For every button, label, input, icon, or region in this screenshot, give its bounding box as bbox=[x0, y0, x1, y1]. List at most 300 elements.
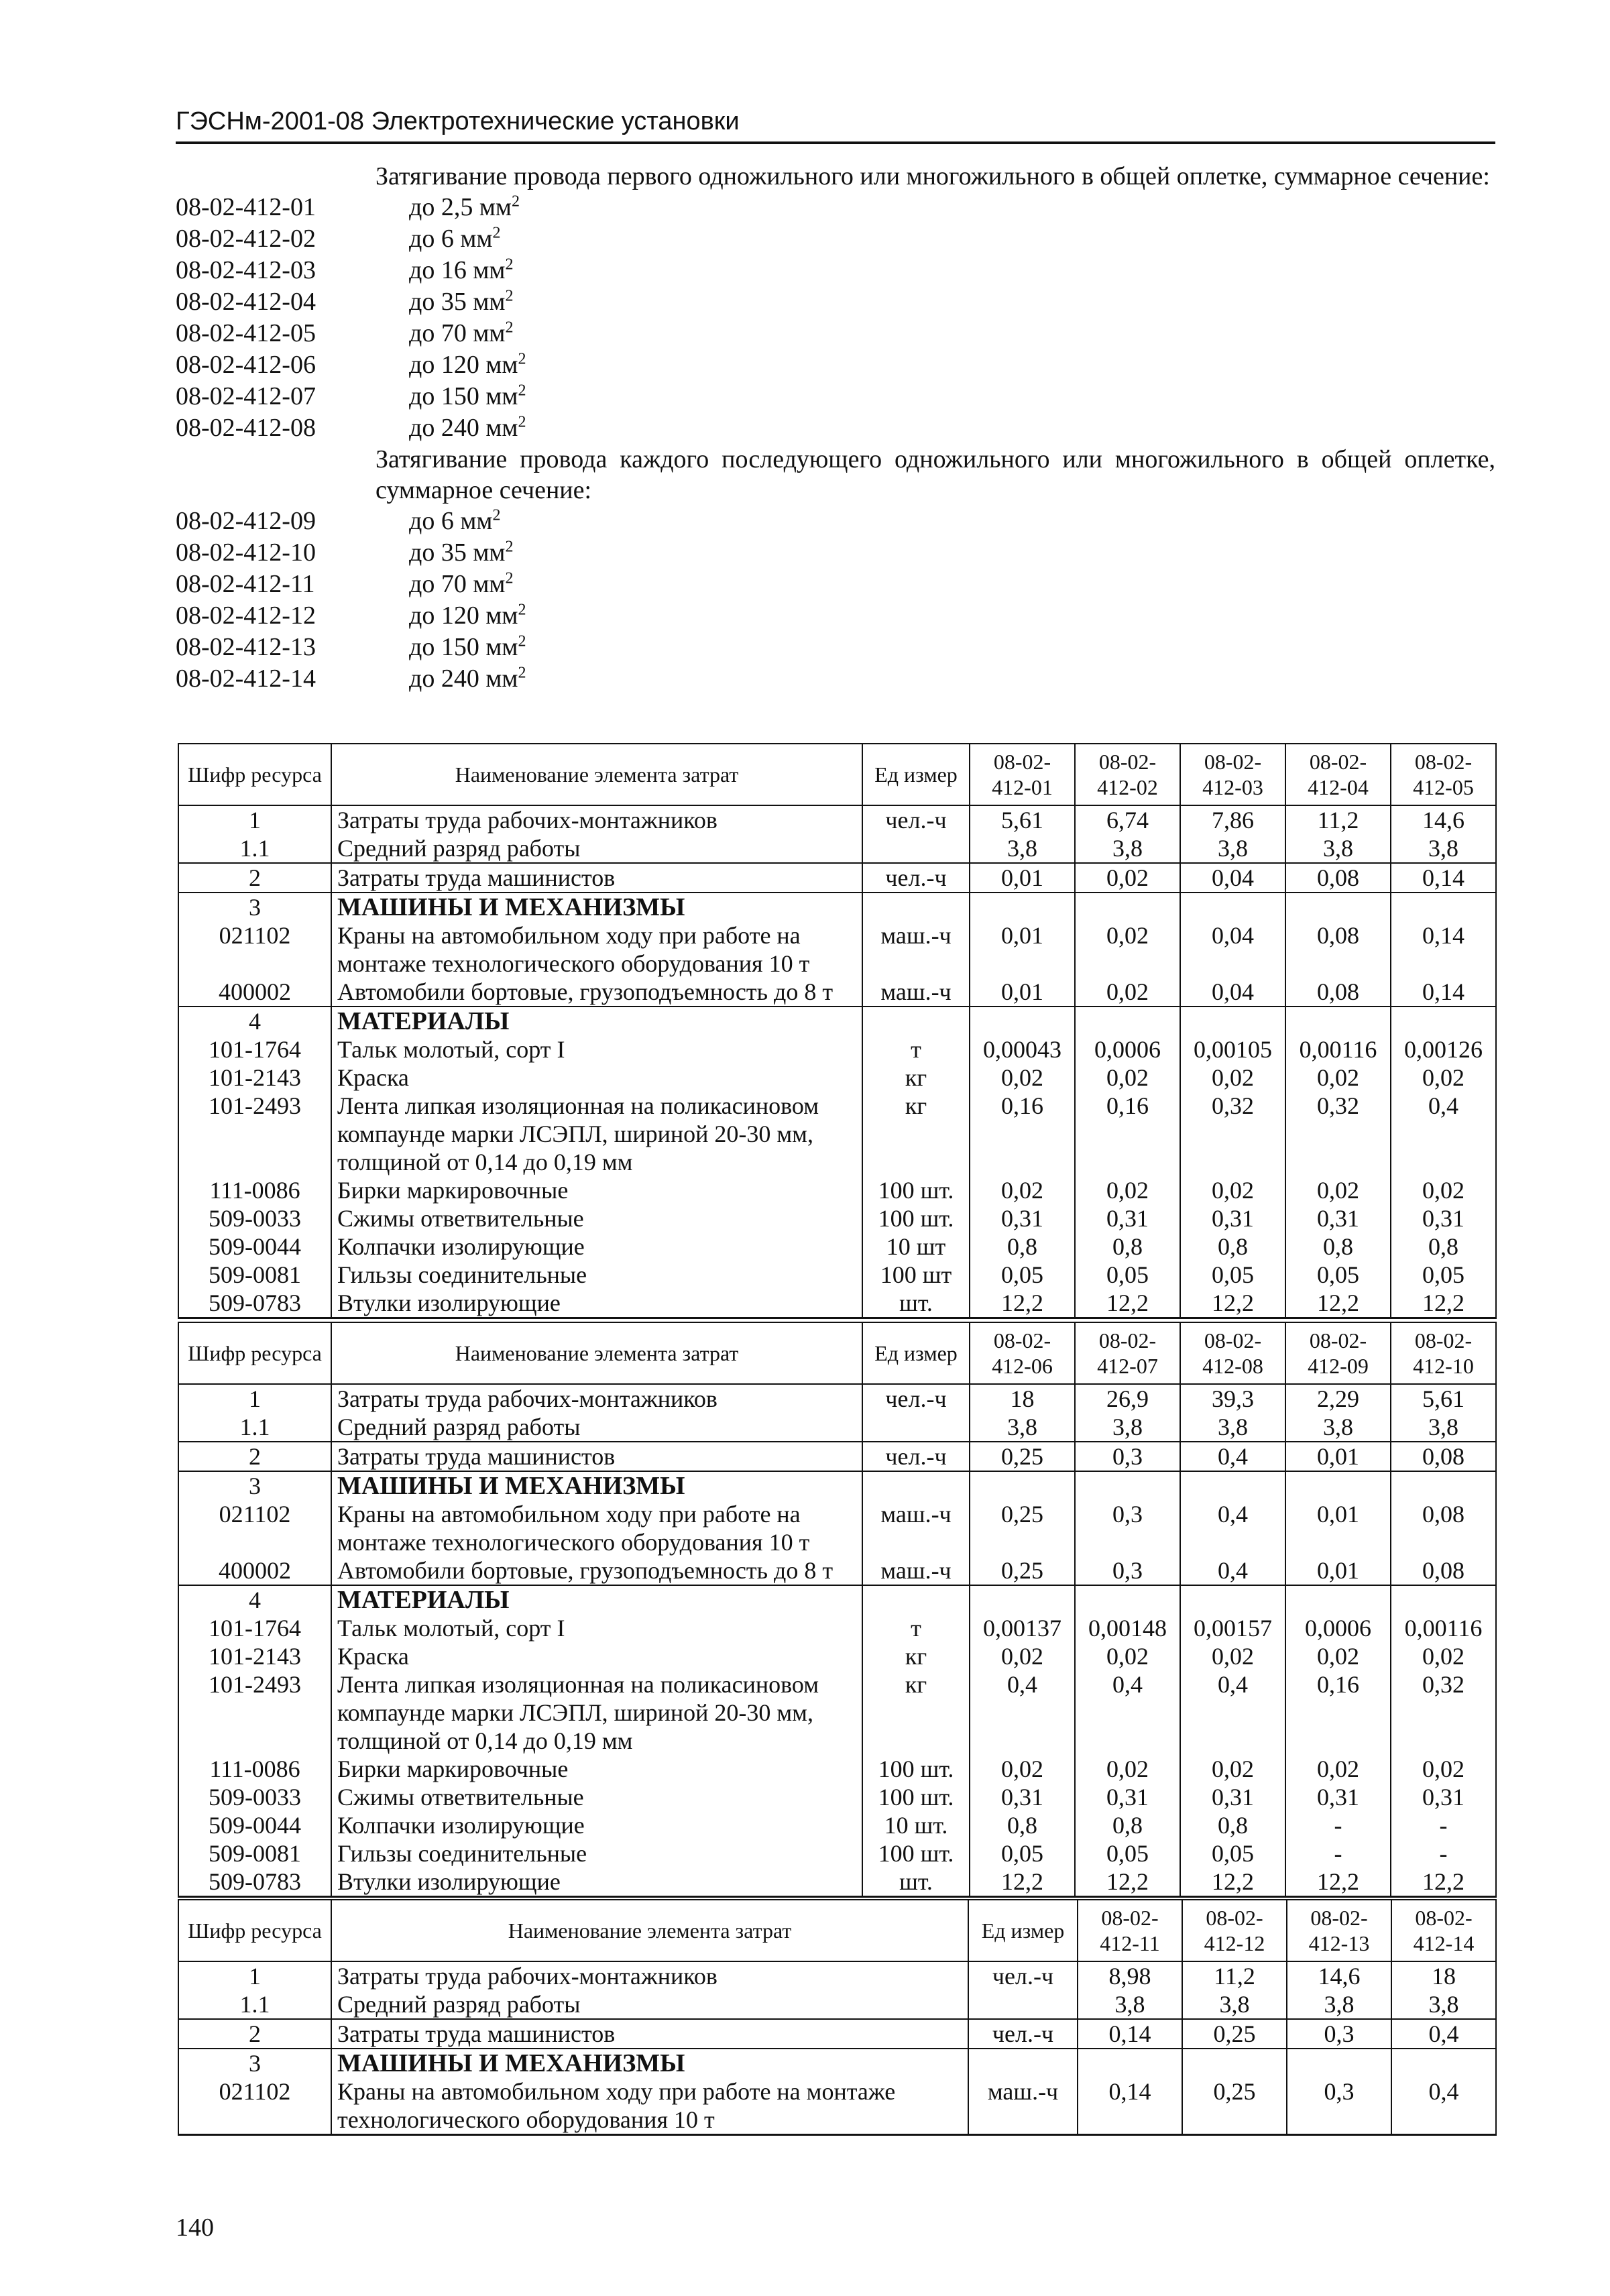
resource-unit: чел.-ч bbox=[968, 2019, 1078, 2049]
table-row bbox=[178, 863, 1496, 893]
resource-code: 101-2143 bbox=[178, 1064, 331, 1092]
resource-value: 0,0006 bbox=[1285, 1614, 1391, 1642]
resource-unit: 10 шт. bbox=[862, 1811, 970, 1839]
resource-name: Гильзы соединительные bbox=[331, 1839, 862, 1868]
resource-value: 0,31 bbox=[1075, 1783, 1180, 1811]
resource-code: 1 bbox=[178, 1384, 331, 1413]
superscript: 2 bbox=[518, 413, 526, 431]
superscript: 2 bbox=[492, 506, 501, 524]
superscript: 2 bbox=[518, 601, 526, 619]
code-row bbox=[176, 381, 1495, 412]
header-unit: Ед измер bbox=[862, 1322, 970, 1384]
resource-value: 0,04 bbox=[1180, 978, 1285, 1007]
resource-value: 6,74 bbox=[1075, 805, 1180, 834]
resource-code: 1.1 bbox=[178, 1990, 331, 2019]
resource-value bbox=[1075, 1471, 1180, 1500]
resource-code: 509-0033 bbox=[178, 1204, 331, 1232]
resource-unit bbox=[862, 893, 970, 921]
resource-value: 0,08 bbox=[1391, 1442, 1496, 1471]
resource-value bbox=[970, 1585, 1075, 1614]
resource-unit: 10 шт bbox=[862, 1232, 970, 1261]
resource-name: МАШИНЫ И МЕХАНИЗМЫ bbox=[331, 2049, 968, 2077]
resource-name: Затраты труда машинистов bbox=[331, 1442, 862, 1471]
resource-unit bbox=[968, 2049, 1078, 2077]
resource-value: 0,4 bbox=[1075, 1670, 1180, 1755]
table-row bbox=[178, 1384, 1496, 1413]
resource-unit: т bbox=[862, 1035, 970, 1064]
resource-value: 18 bbox=[1391, 1961, 1496, 1990]
resource-value: 0,02 bbox=[1075, 863, 1180, 893]
resource-table-1 bbox=[178, 743, 1497, 1319]
cross-section bbox=[376, 192, 520, 223]
resource-value: 7,86 bbox=[1180, 805, 1285, 834]
resource-value: 3,8 bbox=[1075, 1413, 1180, 1442]
header-norm-code: 08-02-412-08 bbox=[1180, 1322, 1285, 1384]
resource-value: 0,00105 bbox=[1180, 1035, 1285, 1064]
resource-value: 0,01 bbox=[970, 978, 1075, 1007]
resource-value: 0,16 bbox=[1285, 1670, 1391, 1755]
resource-code: 400002 bbox=[178, 978, 331, 1007]
table-row bbox=[178, 1232, 1496, 1261]
resource-value: 0,31 bbox=[1285, 1204, 1391, 1232]
resource-code: 101-1764 bbox=[178, 1035, 331, 1064]
resource-value: 0,3 bbox=[1287, 2077, 1391, 2135]
table-row bbox=[178, 1176, 1496, 1204]
cross-section-text: до 150 мм bbox=[409, 633, 518, 661]
resource-name: Автомобили бортовые, грузоподъемность до 8 т bbox=[331, 1556, 862, 1585]
table-row bbox=[178, 1092, 1496, 1176]
resource-value bbox=[970, 1007, 1075, 1035]
resource-unit: кг bbox=[862, 1064, 970, 1092]
resource-value bbox=[1078, 2049, 1182, 2077]
cross-section-text: до 240 мм bbox=[409, 414, 518, 442]
resource-unit: 100 шт. bbox=[862, 1176, 970, 1204]
resource-value: 11,2 bbox=[1182, 1961, 1287, 1990]
resource-name: Втулки изолирующие bbox=[331, 1868, 862, 1897]
resource-value: 0,02 bbox=[970, 1176, 1075, 1204]
header-norm-code: 08-02-412-05 bbox=[1391, 744, 1496, 805]
resource-value: 14,6 bbox=[1287, 1961, 1391, 1990]
header-norm-code: 08-02-412-07 bbox=[1075, 1322, 1180, 1384]
resource-value: 3,8 bbox=[1180, 1413, 1285, 1442]
resource-value: 0,01 bbox=[970, 863, 1075, 893]
resource-code: 2 bbox=[178, 2019, 331, 2049]
resource-value: 0,8 bbox=[1285, 1232, 1391, 1261]
resource-value: 0,00148 bbox=[1075, 1614, 1180, 1642]
superscript: 2 bbox=[505, 255, 514, 274]
resource-value: 0,4 bbox=[1391, 1092, 1496, 1176]
header-norm-code: 08-02-412-13 bbox=[1287, 1900, 1391, 1961]
cross-section-text: до 70 мм bbox=[409, 319, 506, 347]
table-row bbox=[178, 1204, 1496, 1232]
resource-code: 1 bbox=[178, 1961, 331, 1990]
resource-code: 101-2493 bbox=[178, 1670, 331, 1755]
resource-value: 12,2 bbox=[1285, 1868, 1391, 1897]
resource-value: 12,2 bbox=[1180, 1868, 1285, 1897]
code-row bbox=[176, 569, 1495, 600]
header-norm-code: 08-02-412-04 bbox=[1285, 744, 1391, 805]
table-row bbox=[178, 1961, 1496, 1990]
resource-table-3 bbox=[178, 1899, 1497, 2136]
norm-code: 08-02-412-11 bbox=[176, 570, 315, 598]
header-name: Наименование элемента затрат bbox=[331, 1900, 968, 1961]
resource-name: Средний разряд работы bbox=[331, 834, 862, 863]
table-row bbox=[178, 1261, 1496, 1289]
code-row bbox=[176, 286, 1495, 318]
resource-value: 11,2 bbox=[1285, 805, 1391, 834]
resource-value: 0,8 bbox=[1391, 1232, 1496, 1261]
cross-section bbox=[376, 537, 513, 569]
resource-value: 14,6 bbox=[1391, 805, 1496, 834]
superscript: 2 bbox=[518, 664, 526, 682]
resource-value: 0,04 bbox=[1180, 863, 1285, 893]
resource-value bbox=[1391, 1007, 1496, 1035]
resource-value: 0,01 bbox=[1285, 1556, 1391, 1585]
superscript: 2 bbox=[518, 350, 526, 368]
resource-name: Средний разряд работы bbox=[331, 1990, 968, 2019]
superscript: 2 bbox=[505, 538, 514, 556]
header-unit: Ед измер bbox=[968, 1900, 1078, 1961]
resource-name: Краны на автомобильном ходу при работе на монтаже технологического оборудования 10 т bbox=[331, 1500, 862, 1556]
header-code: Шифр ресурса bbox=[178, 1900, 331, 1961]
norm-code: 08-02-412-04 bbox=[176, 288, 316, 316]
resource-value: 0,05 bbox=[1075, 1839, 1180, 1868]
cross-section bbox=[376, 632, 526, 663]
resource-value: 0,05 bbox=[1285, 1261, 1391, 1289]
table-header-row bbox=[178, 1322, 1496, 1384]
resource-value: 0,02 bbox=[1391, 1755, 1496, 1783]
table-row bbox=[178, 1614, 1496, 1642]
group1-heading: Затягивание провода первого одножильного или многожильного в общей оплетке, суммарное сечение: bbox=[376, 162, 1490, 190]
resource-value: 12,2 bbox=[1391, 1868, 1496, 1897]
resource-value bbox=[1391, 893, 1496, 921]
resource-value: 12,2 bbox=[970, 1289, 1075, 1318]
resource-code: 4 bbox=[178, 1007, 331, 1035]
resource-value: 0,3 bbox=[1287, 2019, 1391, 2049]
resource-unit: 100 шт bbox=[862, 1261, 970, 1289]
resource-code: 1.1 bbox=[178, 834, 331, 863]
header-norm-code: 08-02-412-12 bbox=[1182, 1900, 1287, 1961]
resource-value bbox=[1075, 1007, 1180, 1035]
resource-unit: 100 шт. bbox=[862, 1204, 970, 1232]
norm-code: 08-02-412-01 bbox=[176, 193, 316, 221]
resource-value bbox=[1391, 1585, 1496, 1614]
table-header-row bbox=[178, 744, 1496, 805]
resource-value: 0,8 bbox=[1075, 1232, 1180, 1261]
norm-code: 08-02-412-02 bbox=[176, 225, 316, 253]
resource-value: 39,3 bbox=[1180, 1384, 1285, 1413]
page-header: ГЭСНм-2001-08 Электротехнические установки bbox=[176, 107, 1495, 144]
resource-code: 3 bbox=[178, 2049, 331, 2077]
superscript: 2 bbox=[492, 224, 501, 242]
resource-unit: шт. bbox=[862, 1289, 970, 1318]
resource-value: 3,8 bbox=[1285, 1413, 1391, 1442]
resource-unit: маш.-ч bbox=[862, 921, 970, 978]
cross-section-text: до 6 мм bbox=[409, 507, 493, 535]
table-row bbox=[178, 1642, 1496, 1670]
resource-unit: т bbox=[862, 1614, 970, 1642]
resource-code: 3 bbox=[178, 1471, 331, 1500]
resource-value: 0,4 bbox=[1391, 2077, 1496, 2135]
resource-value: 0,4 bbox=[1180, 1556, 1285, 1585]
cross-section-text: до 240 мм bbox=[409, 665, 518, 693]
resource-value: 0,3 bbox=[1075, 1500, 1180, 1556]
resource-name: МАТЕРИАЛЫ bbox=[331, 1007, 862, 1035]
resource-value: 0,02 bbox=[1075, 1064, 1180, 1092]
resource-unit: 100 шт. bbox=[862, 1839, 970, 1868]
resource-code: 021102 bbox=[178, 921, 331, 978]
resource-unit: кг bbox=[862, 1670, 970, 1755]
resource-value bbox=[1180, 1007, 1285, 1035]
header-name: Наименование элемента затрат bbox=[331, 744, 862, 805]
resource-unit: чел.-ч bbox=[862, 1442, 970, 1471]
resource-unit: маш.-ч bbox=[862, 1500, 970, 1556]
resource-code: 2 bbox=[178, 863, 331, 893]
resource-code: 021102 bbox=[178, 2077, 331, 2135]
code-row bbox=[176, 537, 1495, 569]
table-row bbox=[178, 978, 1496, 1007]
resource-value: 0,31 bbox=[970, 1204, 1075, 1232]
resource-code: 509-0783 bbox=[178, 1289, 331, 1318]
resource-name: Средний разряд работы bbox=[331, 1413, 862, 1442]
resource-value: 0,25 bbox=[1182, 2019, 1287, 2049]
resource-value: 0,31 bbox=[1180, 1204, 1285, 1232]
resource-unit bbox=[862, 834, 970, 863]
table-row bbox=[178, 1500, 1496, 1556]
resource-unit bbox=[862, 1007, 970, 1035]
resource-value: 0,4 bbox=[1180, 1670, 1285, 1755]
resource-name: Затраты труда машинистов bbox=[331, 2019, 968, 2049]
resource-code: 509-0081 bbox=[178, 1839, 331, 1868]
cross-section bbox=[376, 223, 500, 255]
resource-value: 0,02 bbox=[1391, 1064, 1496, 1092]
resource-code: 4 bbox=[178, 1585, 331, 1614]
resource-value: 0,25 bbox=[970, 1500, 1075, 1556]
table-header-row bbox=[178, 1900, 1496, 1961]
resource-code: 101-2143 bbox=[178, 1642, 331, 1670]
resource-value: 0,04 bbox=[1180, 921, 1285, 978]
header-norm-code: 08-02-412-03 bbox=[1180, 744, 1285, 805]
table-row bbox=[178, 1442, 1496, 1471]
resource-value: 0,14 bbox=[1391, 978, 1496, 1007]
resource-value: 12,2 bbox=[1391, 1289, 1496, 1318]
resource-value bbox=[1075, 893, 1180, 921]
norm-code: 08-02-412-14 bbox=[176, 665, 316, 693]
resource-name: Затраты труда рабочих-монтажников bbox=[331, 1384, 862, 1413]
resource-value: 12,2 bbox=[1075, 1289, 1180, 1318]
resource-value: - bbox=[1391, 1811, 1496, 1839]
resource-value: 0,02 bbox=[970, 1064, 1075, 1092]
resource-value: 0,02 bbox=[970, 1642, 1075, 1670]
resource-unit: кг bbox=[862, 1642, 970, 1670]
resource-value: 0,08 bbox=[1285, 863, 1391, 893]
resource-value: 0,05 bbox=[1391, 1261, 1496, 1289]
cross-section bbox=[376, 569, 513, 600]
resource-value: 12,2 bbox=[1075, 1868, 1180, 1897]
resource-value bbox=[970, 1471, 1075, 1500]
resource-name: Тальк молотый, сорт I bbox=[331, 1614, 862, 1642]
resource-name: МАШИНЫ И МЕХАНИЗМЫ bbox=[331, 1471, 862, 1500]
resource-value: 0,8 bbox=[1180, 1811, 1285, 1839]
table-row bbox=[178, 2019, 1496, 2049]
header-unit: Ед измер bbox=[862, 744, 970, 805]
resource-value bbox=[1180, 1471, 1285, 1500]
cross-section-text: до 70 мм bbox=[409, 570, 506, 598]
resource-value: 0,08 bbox=[1391, 1556, 1496, 1585]
resource-value: 0,08 bbox=[1285, 921, 1391, 978]
header-norm-code: 08-02-412-11 bbox=[1078, 1900, 1182, 1961]
resource-value: 18 bbox=[970, 1384, 1075, 1413]
resource-name: Затраты труда рабочих-монтажников bbox=[331, 805, 862, 834]
cross-section bbox=[376, 286, 513, 318]
cross-section bbox=[376, 600, 526, 632]
header-norm-code: 08-02-412-10 bbox=[1391, 1322, 1496, 1384]
resource-code: 509-0033 bbox=[178, 1783, 331, 1811]
cross-section bbox=[376, 255, 513, 286]
header-code: Шифр ресурса bbox=[178, 744, 331, 805]
resource-unit: 100 шт. bbox=[862, 1755, 970, 1783]
resource-value bbox=[1285, 893, 1391, 921]
resource-value: 0,02 bbox=[1180, 1176, 1285, 1204]
cross-section bbox=[376, 381, 526, 412]
resource-code: 509-0044 bbox=[178, 1811, 331, 1839]
resource-value: 3,8 bbox=[1391, 834, 1496, 863]
page-number: 140 bbox=[176, 2214, 214, 2242]
resource-value: 0,05 bbox=[970, 1839, 1075, 1868]
resource-unit bbox=[968, 1990, 1078, 2019]
resource-value: 0,02 bbox=[1285, 1755, 1391, 1783]
code-row bbox=[176, 600, 1495, 632]
group2-code-list bbox=[176, 506, 1495, 695]
resource-value: 3,8 bbox=[1391, 1990, 1496, 2019]
resource-code: 509-0044 bbox=[178, 1232, 331, 1261]
table-row bbox=[178, 2049, 1496, 2077]
group1-code-list bbox=[176, 192, 1495, 444]
resource-value: 0,31 bbox=[1391, 1783, 1496, 1811]
resource-name: Краны на автомобильном ходу при работе на монтаже технологического оборудования 10 т bbox=[331, 921, 862, 978]
norm-code: 08-02-412-05 bbox=[176, 319, 316, 347]
resource-value: 0,01 bbox=[970, 921, 1075, 978]
resource-value: 0,00157 bbox=[1180, 1614, 1285, 1642]
resource-name: Тальк молотый, сорт I bbox=[331, 1035, 862, 1064]
resource-unit: чел.-ч bbox=[862, 805, 970, 834]
resource-code: 509-0081 bbox=[178, 1261, 331, 1289]
norm-code: 08-02-412-09 bbox=[176, 507, 316, 535]
resource-value: 0,16 bbox=[970, 1092, 1075, 1176]
resource-code: 021102 bbox=[178, 1500, 331, 1556]
table-row bbox=[178, 1289, 1496, 1318]
cross-section-text: до 35 мм bbox=[409, 288, 506, 316]
cross-section-text: до 120 мм bbox=[409, 351, 518, 379]
resource-value: 0,8 bbox=[1075, 1811, 1180, 1839]
resource-code: 111-0086 bbox=[178, 1176, 331, 1204]
resource-value bbox=[1285, 1585, 1391, 1614]
resource-value: 3,8 bbox=[970, 1413, 1075, 1442]
table-row bbox=[178, 1585, 1496, 1614]
resource-value: 12,2 bbox=[970, 1868, 1075, 1897]
table-row bbox=[178, 1811, 1496, 1839]
resource-code: 2 bbox=[178, 1442, 331, 1471]
resource-value: 0,25 bbox=[970, 1556, 1075, 1585]
resource-unit: кг bbox=[862, 1092, 970, 1176]
norm-code: 08-02-412-06 bbox=[176, 351, 316, 379]
table-row bbox=[178, 1413, 1496, 1442]
code-row bbox=[176, 255, 1495, 286]
resource-value: 0,25 bbox=[970, 1442, 1075, 1471]
resource-code: 101-1764 bbox=[178, 1614, 331, 1642]
resource-value: 0,8 bbox=[970, 1811, 1075, 1839]
cross-section-text: до 6 мм bbox=[409, 225, 493, 253]
table-row bbox=[178, 1783, 1496, 1811]
resource-name: Бирки маркировочные bbox=[331, 1755, 862, 1783]
superscript: 2 bbox=[518, 632, 526, 650]
resource-value: 0,00137 bbox=[970, 1614, 1075, 1642]
resource-value: 0,4 bbox=[1391, 2019, 1496, 2049]
resource-value bbox=[1285, 1471, 1391, 1500]
resource-unit: чел.-ч bbox=[862, 1384, 970, 1413]
resource-unit: чел.-ч bbox=[968, 1961, 1078, 1990]
resource-value: 0,14 bbox=[1078, 2019, 1182, 2049]
resource-name: Затраты труда машинистов bbox=[331, 863, 862, 893]
cross-section bbox=[376, 349, 526, 381]
resource-value: 0,05 bbox=[970, 1261, 1075, 1289]
resource-unit bbox=[862, 1413, 970, 1442]
resource-unit bbox=[862, 1471, 970, 1500]
resource-value: 0,8 bbox=[1180, 1232, 1285, 1261]
code-row bbox=[176, 223, 1495, 255]
resource-value: 0,05 bbox=[1180, 1839, 1285, 1868]
resource-value: 12,2 bbox=[1285, 1289, 1391, 1318]
resource-value: 0,02 bbox=[1285, 1064, 1391, 1092]
cross-section bbox=[376, 412, 526, 444]
resource-value: 0,14 bbox=[1391, 863, 1496, 893]
resource-code: 3 bbox=[178, 893, 331, 921]
resource-value: 12,2 bbox=[1180, 1289, 1285, 1318]
resource-value: 0,8 bbox=[970, 1232, 1075, 1261]
resource-value: 0,02 bbox=[1180, 1755, 1285, 1783]
table-row bbox=[178, 1839, 1496, 1868]
resource-unit: маш.-ч bbox=[862, 1556, 970, 1585]
resource-value: 0,0006 bbox=[1075, 1035, 1180, 1064]
code-row bbox=[176, 412, 1495, 444]
resource-value: - bbox=[1285, 1811, 1391, 1839]
code-row bbox=[176, 632, 1495, 663]
table-row bbox=[178, 834, 1496, 863]
resource-value: 0,02 bbox=[1391, 1176, 1496, 1204]
header-norm-code: 08-02-412-02 bbox=[1075, 744, 1180, 805]
resource-unit bbox=[862, 1585, 970, 1614]
table-row bbox=[178, 1035, 1496, 1064]
cross-section-text: до 16 мм bbox=[409, 256, 506, 284]
header-norm-code: 08-02-412-06 bbox=[970, 1322, 1075, 1384]
resource-value: 3,8 bbox=[1391, 1413, 1496, 1442]
resource-value: 0,4 bbox=[1180, 1442, 1285, 1471]
resource-code: 111-0086 bbox=[178, 1755, 331, 1783]
resource-name: МАШИНЫ И МЕХАНИЗМЫ bbox=[331, 893, 862, 921]
resource-value: 0,31 bbox=[1391, 1204, 1496, 1232]
resource-name: Бирки маркировочные bbox=[331, 1176, 862, 1204]
code-row bbox=[176, 506, 1495, 537]
resource-value: 0,00116 bbox=[1285, 1035, 1391, 1064]
resource-value: 3,8 bbox=[970, 834, 1075, 863]
table-row bbox=[178, 1990, 1496, 2019]
superscript: 2 bbox=[511, 192, 520, 211]
resource-value bbox=[1391, 2049, 1496, 2077]
resource-name: Краска bbox=[331, 1642, 862, 1670]
resource-value: 0,32 bbox=[1391, 1670, 1496, 1755]
resource-name: Краска bbox=[331, 1064, 862, 1092]
header-norm-code: 08-02-412-14 bbox=[1391, 1900, 1496, 1961]
